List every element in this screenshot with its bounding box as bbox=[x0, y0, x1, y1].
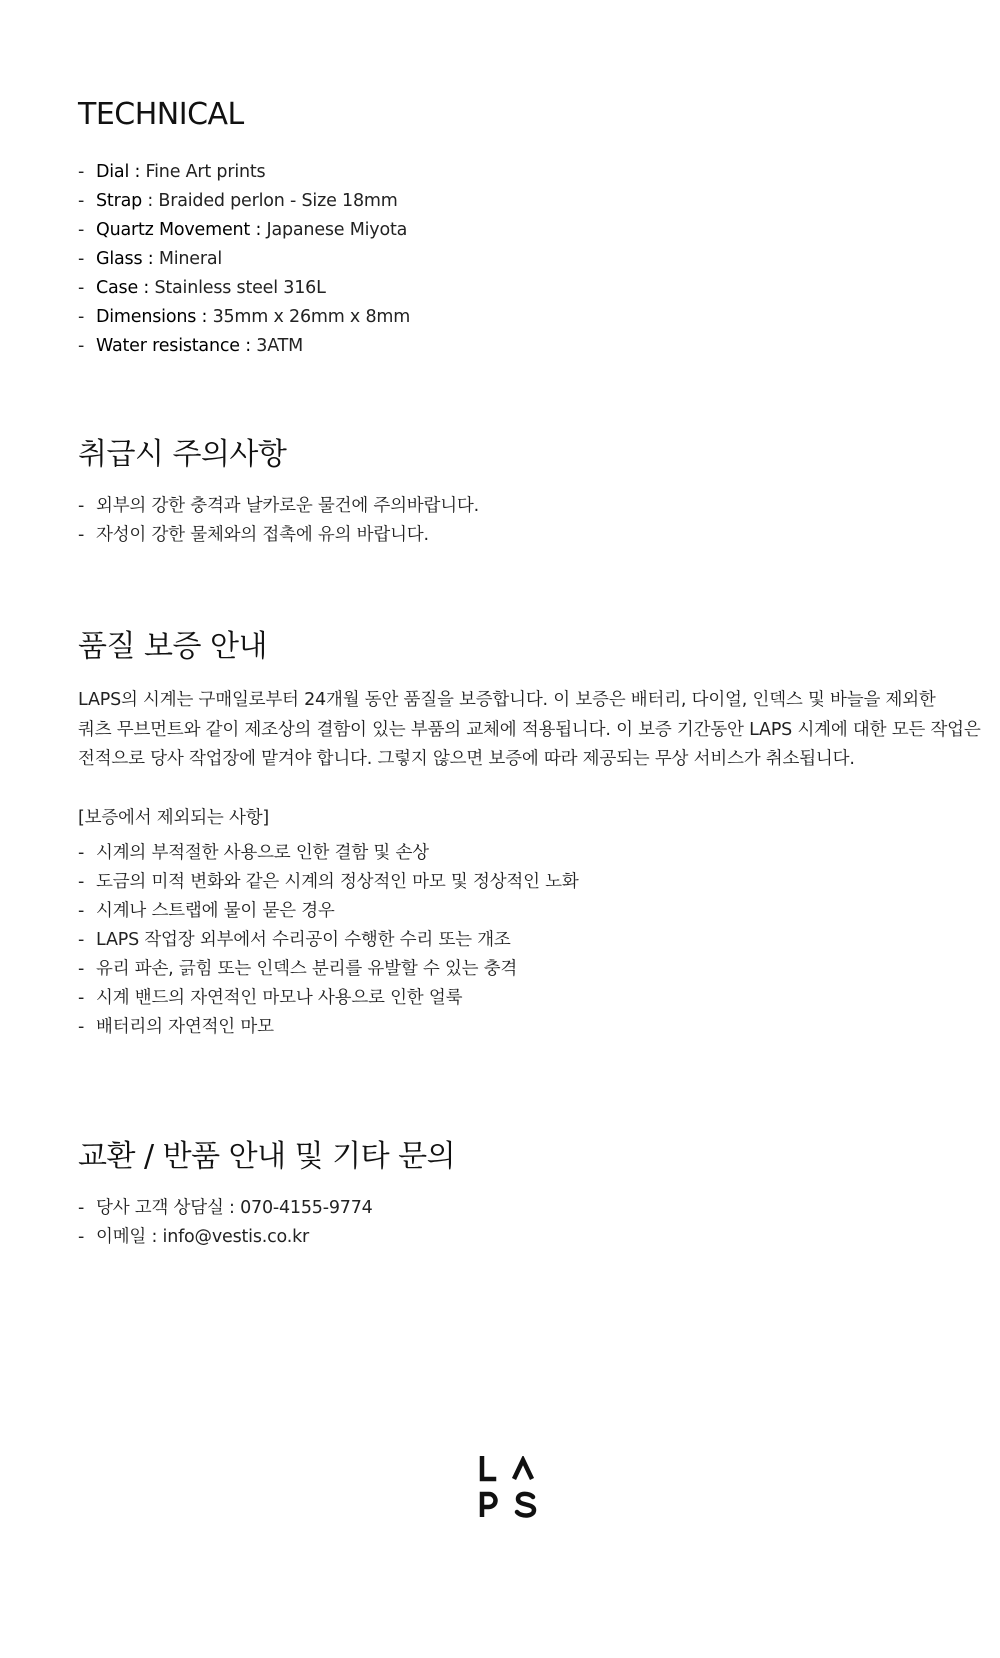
handling-list bbox=[78, 492, 958, 550]
exclusions-list bbox=[78, 839, 958, 1042]
technical-title: TECHNICAL bbox=[78, 97, 244, 132]
handling-title: 취급시 주의사항 bbox=[78, 437, 287, 472]
contact-section bbox=[78, 1139, 958, 1252]
spec-value: : Braided perlon - Size 18mm bbox=[142, 191, 398, 211]
contact-list bbox=[78, 1194, 958, 1252]
spec-key: Strap bbox=[96, 191, 142, 211]
spec-key: Water resistance : bbox=[96, 336, 251, 356]
list-item: - 시계나 스트랩에 물이 묻은 경우 bbox=[78, 900, 335, 921]
list-item: - Strap : Braided perlon - Size 18mm bbox=[78, 191, 398, 211]
list-item: - Glass : Mineral bbox=[78, 249, 223, 269]
list-item: - LAPS 작업장 외부에서 수리공이 수행한 수리 또는 개조 bbox=[78, 929, 511, 950]
spec-key: Quartz Movement : bbox=[96, 220, 262, 240]
list-item: - 시계 밴드의 자연적인 마모나 사용으로 인한 얼룩 bbox=[78, 987, 463, 1008]
list-item: - 배터리의 자연적인 마모 bbox=[78, 1016, 274, 1037]
spec-key: Glass : bbox=[96, 249, 154, 269]
list-item: - Dimensions : 35mm x 26mm x 8mm bbox=[78, 307, 411, 327]
warranty-paragraph: LAPS의 시계는 구매일로부터 24개월 동안 품질을 보증합니다. 이 보증은 배터리, 다이얼, 인덱스 및 바늘을 제외한 쿼츠 무브먼트와 같이 제조상의 결함이 있는 부품의 교체에 적용됩니다. 이 보증 기간동안 LAPS 시계에 대한 모든 작업은 전적으로 당사 작업장에 맡겨야 합니다. 그렇지 않으면 보증에 따라 제공되는 무상 서비스가 취소됩니다. bbox=[78, 690, 981, 769]
list-item: - 이메일 : info@vestis.co.kr bbox=[78, 1227, 310, 1247]
handling-section bbox=[78, 437, 958, 550]
spec-value: Mineral bbox=[153, 249, 223, 269]
spec-value: Japanese Miyota bbox=[261, 220, 408, 240]
list-item: - Case : Stainless steel 316L bbox=[78, 278, 326, 298]
list-item: - 시계의 부적절한 사용으로 인한 결함 및 손상 bbox=[78, 842, 429, 863]
list-item: - 자성이 강한 물체와의 접촉에 유의 바랍니다. bbox=[78, 525, 429, 545]
warranty-section bbox=[78, 629, 981, 1042]
list-item: - Dial : Fine Art prints bbox=[78, 162, 266, 182]
technical-list bbox=[78, 158, 958, 361]
spec-key: Dial : bbox=[96, 162, 141, 182]
contact-title: 교환 / 반품 안내 및 기타 문의 bbox=[78, 1139, 456, 1174]
spec-key: Dimensions : bbox=[96, 307, 208, 327]
spec-value: Fine Art prints bbox=[140, 162, 266, 182]
list-item: - 외부의 강한 충격과 날카로운 물건에 주의바랍니다. bbox=[78, 496, 479, 516]
list-item: - 도금의 미적 변화와 같은 시계의 정상적인 마모 및 정상적인 노화 bbox=[78, 871, 579, 892]
spec-key: Case : bbox=[96, 278, 150, 298]
list-item: - Water resistance : 3ATM bbox=[78, 336, 304, 356]
warranty-title: 품질 보증 안내 bbox=[78, 629, 267, 664]
list-item: - 유리 파손, 긁힘 또는 인덱스 분리를 유발할 수 있는 충격 bbox=[78, 958, 518, 979]
spec-value: 3ATM bbox=[250, 336, 304, 356]
technical-section bbox=[78, 97, 958, 361]
spec-value: Stainless steel 316L bbox=[149, 278, 326, 298]
exclusions-title: [보증에서 제외되는 사항] bbox=[78, 807, 270, 828]
list-item: - Quartz Movement : Japanese Miyota bbox=[78, 220, 408, 240]
spec-value: 35mm x 26mm x 8mm bbox=[207, 307, 411, 327]
list-item: - 당사 고객 상담실 : 070-4155-9774 bbox=[78, 1198, 373, 1218]
laps-logo-icon bbox=[478, 1456, 540, 1518]
